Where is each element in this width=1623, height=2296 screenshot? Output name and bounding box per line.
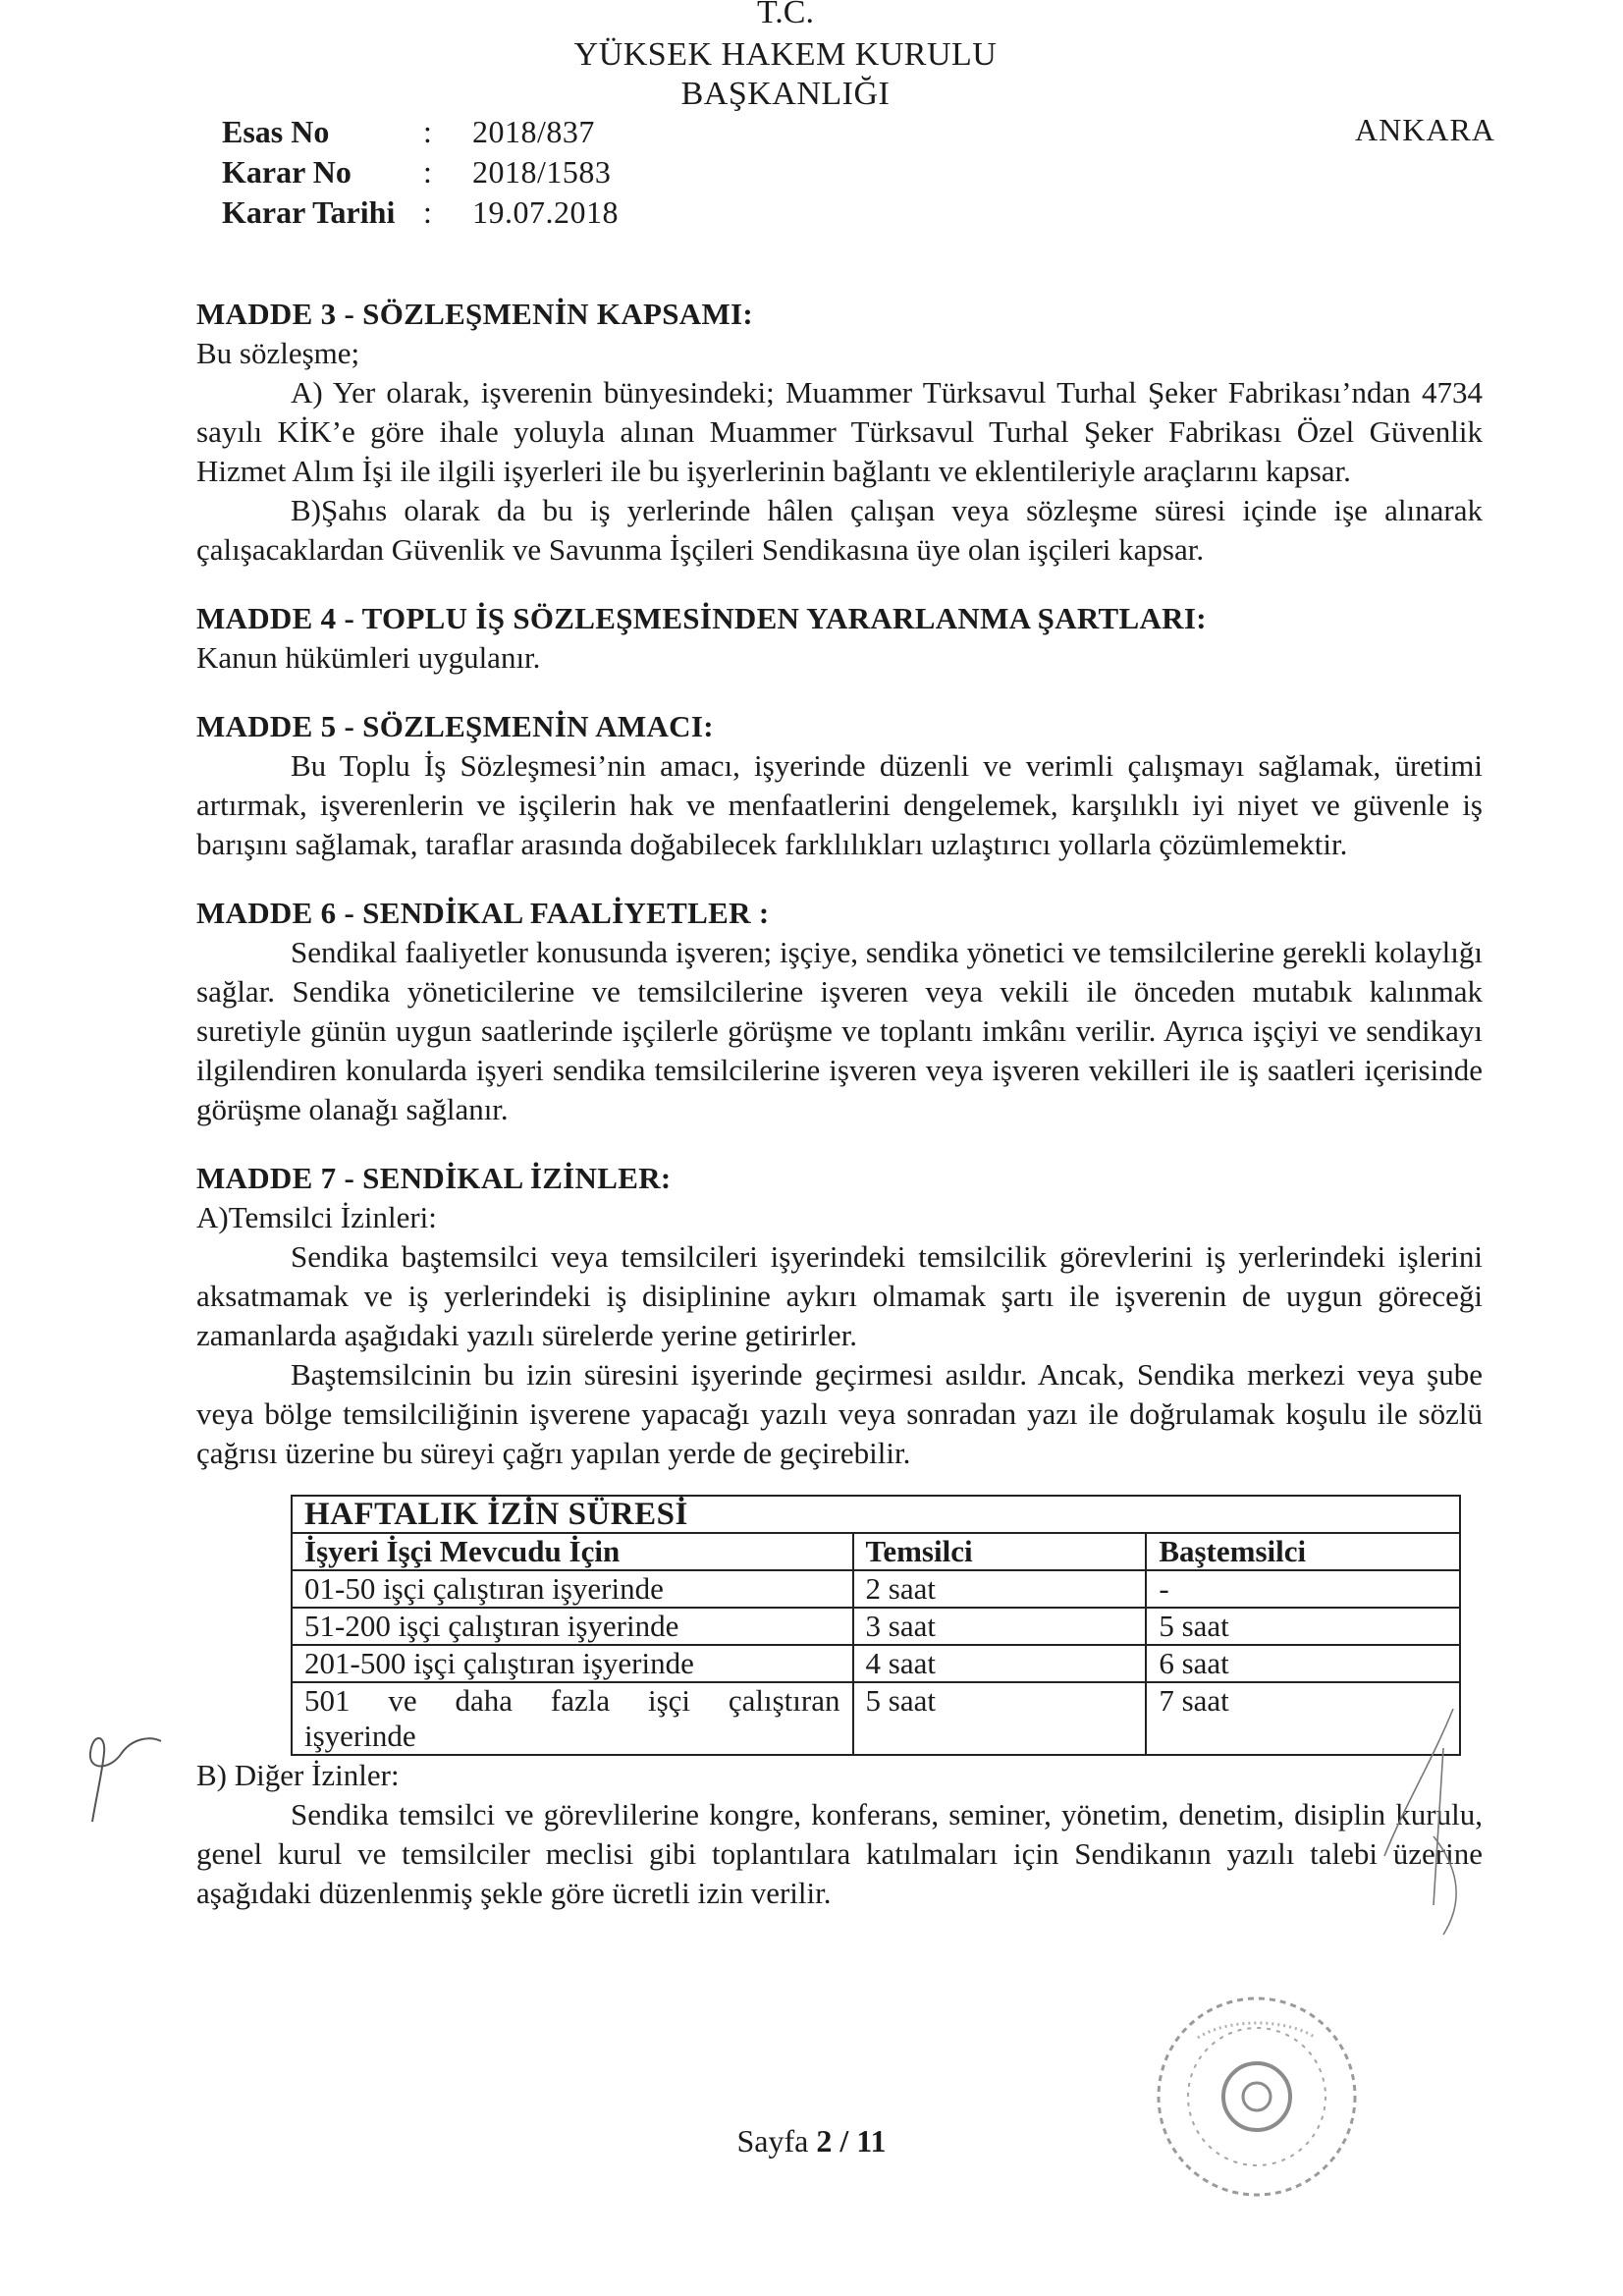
- table-cell: 51-200 işçi çalıştıran işyerinde: [292, 1608, 853, 1645]
- table-row: [292, 1608, 1460, 1645]
- madde7-paragraph-1: Sendika baştemsilci veya temsilcileri işyerindeki temsilcilik görevlerini iş yerlerindeki işlerini aksatmamak ve iş yerlerindeki iş disiplinine aykırı olmamak şartı ile işverenin de uygun göreceği zamanlarda aşağıdaki yazılı sürelerde yerine getirirler.: [196, 1239, 1483, 1352]
- meta-row-karar: [222, 152, 619, 192]
- table-row: [292, 1682, 1460, 1755]
- madde3-intro: Bu sözleşme;: [196, 336, 360, 370]
- page-number-value: 2 / 11: [816, 2123, 887, 2159]
- header-tc: T.C.: [757, 0, 814, 30]
- header-city: ANKARA: [1355, 112, 1495, 147]
- header-office: BAŞKANLIĞI: [680, 76, 891, 112]
- table-cell-line: 501 ve daha fazla işçi çalıştıran: [304, 1683, 840, 1718]
- madde5-heading: MADDE 5 - SÖZLEŞMENİN AMACI:: [196, 709, 714, 743]
- madde7-b-title: B) Diğer İzinler:: [196, 1758, 400, 1792]
- meta-value: 2018/837: [472, 114, 595, 149]
- table-header-cell: İşyeri İşçi Mevcudu İçin: [292, 1533, 853, 1570]
- table-cell: -: [1146, 1570, 1460, 1608]
- madde7-a-title: A)Temsilci İzinleri:: [196, 1200, 437, 1234]
- table-header-cell: Temsilci: [853, 1533, 1147, 1570]
- table-cell: 01-50 işçi çalıştıran işyerinde: [292, 1570, 853, 1608]
- page-label: Sayfa: [736, 2123, 809, 2159]
- table-header-cell: Baştemsilci: [1146, 1533, 1460, 1570]
- madde3-heading: MADDE 3 - SÖZLEŞMENİN KAPSAMI:: [196, 297, 754, 331]
- meta-value: 19.07.2018: [472, 194, 619, 230]
- meta-label: Esas No: [222, 114, 330, 149]
- madde6-heading: MADDE 6 - SENDİKAL FAALİYETLER :: [196, 896, 770, 930]
- madde3-paragraph-b: B)Şahıs olarak da bu iş yerlerinde hâlen çalışan veya sözleşme süresi içinde işe alınarak çalışacaklardan Güvenlik ve Savunma İşçileri Sendikasına üye olan işçileri kapsar.: [196, 493, 1483, 567]
- madde6-text: Sendikal faaliyetler konusunda işveren; işçiye, sendika yönetici ve temsilcilerine gerekli kolaylığı sağlar. Sendika yöneticilerine ve temsilcilerine işveren veya vekili ile önceden mutabık kalınmak suretiyle günün uygun saatlerinde işçilerle görüşme ve toplantı imkânı verilir. Ayrıca işçiyi ve sendikayı ilgilendiren konularda işyeri sendika temsilcilerine işveren veya işveren vekilleri ile iş saatleri içerisinde görüşme olanağı sağlanır.: [196, 935, 1483, 1126]
- madde4-text: Kanun hükümleri uygulanır.: [196, 640, 541, 675]
- table-cell: 2 saat: [853, 1570, 1147, 1608]
- table-title: HAFTALIK İZİN SÜRESİ: [292, 1496, 1460, 1533]
- madde4-heading: MADDE 4 - TOPLU İŞ SÖZLEŞMESİNDEN YARARLANMA ŞARTLARI:: [196, 601, 1207, 635]
- table-cell: 3 saat: [853, 1608, 1147, 1645]
- madde7-paragraph-3: Sendika temsilci ve görevlilerine kongre, konferans, seminer, yönetim, denetim, disiplin kurulu, genel kurul ve temsilciler meclisi gibi toplantılara katılmaları için Sendikanın yazılı talebi üzerine aşağıdaki düzenlenmiş şekle göre ücretli izin verilir.: [196, 1797, 1483, 1910]
- table-cell: 5 saat: [853, 1682, 1147, 1755]
- meta-value: 2018/1583: [472, 154, 612, 190]
- meta-separator: :: [423, 194, 432, 230]
- table-title-row: [292, 1496, 1460, 1533]
- madde7-paragraph-2: Baştemsilcinin bu izin süresini işyerinde geçirmesi asıldır. Ancak, Sendika merkezi veya şube veya bölge temsilciliğinin işverene yapacağı yazılı veya sonradan yazı ile doğrulamak koşulu ile sözlü çağrısı üzerine bu süreyi çağrı yapılan yerde de geçirebilir.: [196, 1357, 1483, 1470]
- table-cell: 7 saat: [1146, 1682, 1460, 1755]
- table-cell: 201-500 işçi çalıştıran işyerinde: [292, 1645, 853, 1682]
- meta-row-esas: [222, 112, 619, 152]
- meta-label: Karar No: [222, 154, 352, 190]
- table-cell-line: işyerinde: [304, 1719, 416, 1753]
- case-meta: [222, 112, 619, 233]
- table-cell: 6 saat: [1146, 1645, 1460, 1682]
- table-cell: 5 saat: [1146, 1608, 1460, 1645]
- header-institution: YÜKSEK HAKEM KURULU: [573, 36, 998, 73]
- official-stamp-icon: [1139, 1979, 1375, 2214]
- document-body: [196, 295, 1483, 1913]
- handwritten-initial-icon: [63, 1714, 171, 1841]
- madde3-paragraph-a: A) Yer olarak, işverenin bünyesindeki; Muammer Türksavul Turhal Şeker Fabrikası’ndan 4734 sayılı KİK’e göre ihale yoluyla alınan Muammer Türksavul Turhal Şeker Fabrikası Özel Güvenlik Hizmet Alım İşi ile ilgili işyerleri ile bu işyerlerinin bağlantı ve eklentileriyle araçlarını kapsar.: [196, 375, 1483, 488]
- page-number: [0, 2123, 1623, 2159]
- meta-label: Karar Tarihi: [222, 194, 396, 230]
- table-cell: [292, 1682, 853, 1755]
- table-row: [292, 1645, 1460, 1682]
- table-cell: 4 saat: [853, 1645, 1147, 1682]
- table-row: [292, 1570, 1460, 1608]
- meta-separator: :: [423, 154, 432, 190]
- madde5-text: Bu Toplu İş Sözleşmesi’nin amacı, işyerinde düzenli ve verimli çalışmayı sağlamak, üretimi artırmak, işverenlerin ve işçilerin hak ve menfaatlerini dengelemek, karşılıklı iyi niyet ve güvenle iş barışını sağlamak, taraflar arasında doğabilecek farklılıkları uzlaştırıcı yollarla çözümlemektir.: [196, 748, 1483, 861]
- madde7-heading: MADDE 7 - SENDİKAL İZİNLER:: [196, 1161, 672, 1195]
- weekly-leave-table: [291, 1495, 1461, 1756]
- table-header-row: [292, 1533, 1460, 1570]
- meta-row-tarih: [222, 192, 619, 233]
- signature-scribble-icon: [1375, 1689, 1483, 2013]
- meta-separator: :: [423, 114, 432, 149]
